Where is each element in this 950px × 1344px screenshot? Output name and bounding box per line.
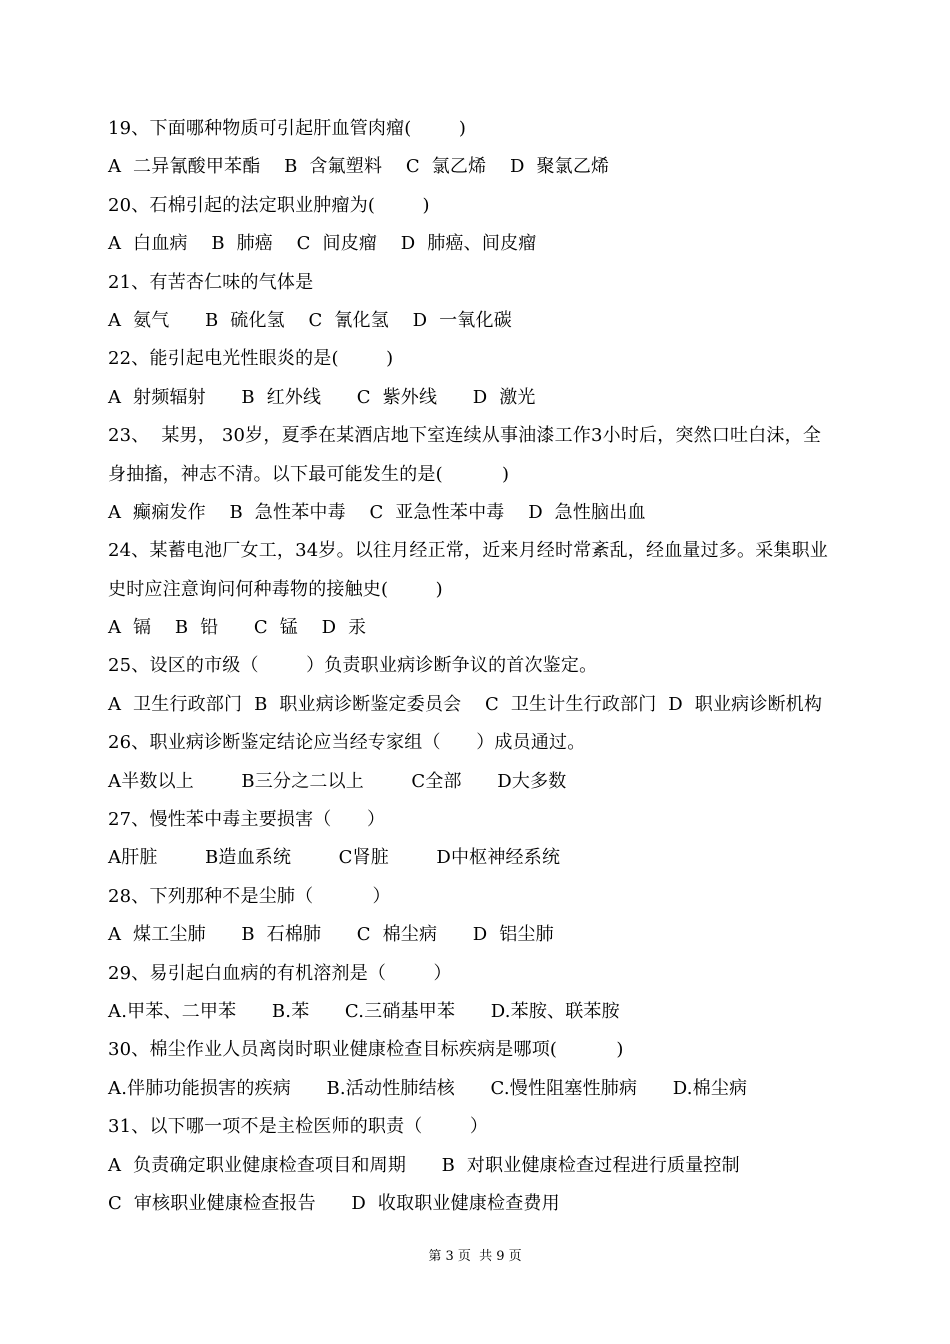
options-31-line-1: A 负责确定职业健康检查项目和周期 B 对职业健康检查过程进行质量控制 xyxy=(108,1154,740,1176)
options-23: A 癫痫发作 B 急性苯中毒 C 亚急性苯中毒 D 急性脑出血 xyxy=(108,501,646,523)
options-27: A肝脏 B造血系统 C肾脏 D中枢神经系统 xyxy=(108,847,561,869)
options-22: A 射频辐射 B 红外线 C 紫外线 D 激光 xyxy=(108,386,536,408)
options-24: A 镉 B 铅 C 锰 D 汞 xyxy=(108,617,367,639)
page-number-footer: 第 3 页 共 9 页 xyxy=(428,1249,522,1264)
question-31: 31、以下哪一项不是主检医师的职责（ ） xyxy=(108,1116,489,1138)
question-24-line-1: 24、某蓄电池厂女工，34岁。以往月经正常，近来月经时常紊乱，经血量过多。采集职业 xyxy=(108,540,829,562)
question-24-line-2: 史时应注意询问何种毒物的接触史( ) xyxy=(108,578,443,600)
question-19: 19、下面哪种物质可引起肝血管肉瘤( ) xyxy=(108,118,467,139)
options-28: A 煤工尘肺 B 石棉肺 C 棉尘病 D 铝尘肺 xyxy=(108,924,554,946)
question-23-line-2: 身抽搐，神志不清。以下最可能发生的是( ) xyxy=(108,463,510,485)
options-25: A 卫生行政部门 B 职业病诊断鉴定委员会 C 卫生计生行政部门 D 职业病诊断机构 xyxy=(108,693,823,715)
question-27: 27、慢性苯中毒主要损害（ ） xyxy=(108,809,386,831)
question-21: 21、有苦杏仁味的气体是 xyxy=(108,271,314,293)
options-31-line-2: C 审核职业健康检查报告 D 收取职业健康检查费用 xyxy=(108,1192,560,1214)
question-28: 28、下列那种不是尘肺（ ） xyxy=(108,885,391,907)
question-list xyxy=(108,110,868,1223)
question-26: 26、职业病诊断鉴定结论应当经专家组（ ）成员通过。 xyxy=(108,732,586,754)
options-30: A.伴肺功能损害的疾病 B.活动性肺结核 C.慢性阻塞性肺病 D.棉尘病 xyxy=(108,1077,748,1099)
question-30: 30、棉尘作业人员离岗时职业健康检查目标疾病是哪项( ) xyxy=(108,1039,624,1061)
question-23-line-1: 23、 某男， 30岁，夏季在某酒店地下室连续从事油漆工作3小时后，突然口吐白沫，全 xyxy=(108,425,822,447)
options-21: A 氨气 B 硫化氢 C 氰化氢 D 一氧化碳 xyxy=(108,309,512,331)
question-25: 25、设区的市级（ ）负责职业病诊断争议的首次鉴定。 xyxy=(108,655,598,677)
question-29: 29、易引起白血病的有机溶剂是（ ） xyxy=(108,962,452,984)
options-19: A 二异氰酸甲苯酯 B 含氟塑料 C 氯乙烯 D 聚氯乙烯 xyxy=(108,156,610,178)
options-29: A.甲苯、二甲苯 B.苯 C.三硝基甲苯 D.苯胺、联苯胺 xyxy=(108,1000,620,1022)
question-20: 20、石棉引起的法定职业肿瘤为( ) xyxy=(108,194,430,216)
question-22: 22、能引起电光性眼炎的是( ) xyxy=(108,348,394,370)
options-26: A半数以上 B三分之二以上 C全部 D大多数 xyxy=(108,770,567,792)
options-20: A 白血病 B 肺癌 C 间皮瘤 D 肺癌、间皮瘤 xyxy=(108,233,537,255)
